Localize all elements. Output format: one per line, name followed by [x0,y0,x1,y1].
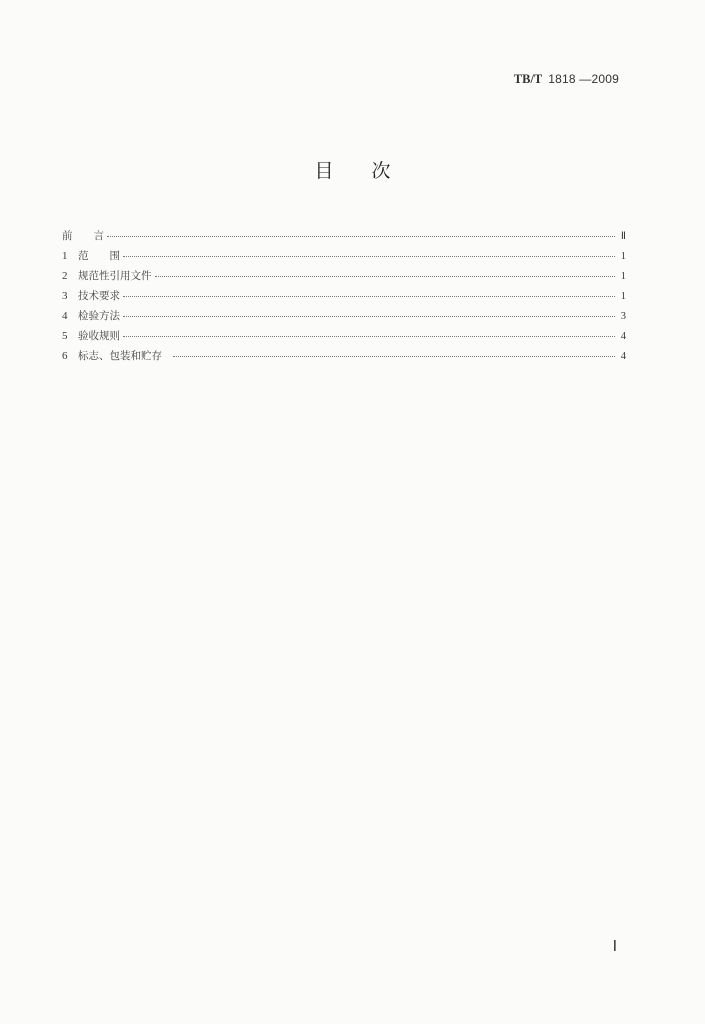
toc-entry-label: 范 围 [78,250,120,262]
toc-leader-dots [123,335,615,337]
document-code-prefix: TB/T [513,72,543,86]
document-code-number: 1818 —2009 [548,72,619,86]
toc-entry-number: 5 [62,330,68,342]
toc-entry-label: 技术要求 [78,290,120,302]
toc-entry-technical-requirements[interactable] [62,286,626,306]
toc-entry-acceptance-rules[interactable] [62,326,626,346]
toc-entry-page: 1 [620,291,626,302]
toc-entry-page: 1 [620,271,626,282]
toc-leader-dots [123,255,615,257]
toc-leader-dots [173,355,615,357]
table-of-contents [62,226,626,366]
toc-entry-page: 1 [620,251,626,262]
page-number: Ⅰ [612,939,617,955]
toc-entry-page: Ⅱ [620,231,626,242]
toc-entry-marking-packaging-storage[interactable] [62,346,626,366]
toc-entry-test-methods[interactable] [62,306,626,326]
toc-entry-preface[interactable] [62,226,626,246]
toc-entry-label: 标志、包装和贮存 [78,350,162,362]
toc-entry-number: 1 [62,250,68,262]
toc-entry-page: 3 [620,311,626,322]
toc-leader-dots [155,275,616,277]
toc-leader-dots [123,295,615,297]
toc-entry-label: 验收规则 [78,330,120,342]
document-code [514,72,619,87]
toc-entry-page: 4 [620,331,626,342]
toc-entry-label: 前 言 [62,230,104,242]
toc-entry-page: 4 [620,351,626,362]
toc-entry-number: 4 [62,310,68,322]
toc-leader-dots [107,235,615,237]
toc-leader-dots [123,315,615,317]
toc-entry-label: 检验方法 [78,310,120,322]
toc-entry-label: 规范性引用文件 [78,270,152,282]
toc-entry-scope[interactable] [62,246,626,266]
toc-entry-number: 3 [62,290,68,302]
page-title: 目次 [314,160,429,182]
toc-entry-number: 6 [62,350,68,362]
toc-entry-normative-references[interactable] [62,266,626,286]
toc-entry-number: 2 [62,270,68,282]
